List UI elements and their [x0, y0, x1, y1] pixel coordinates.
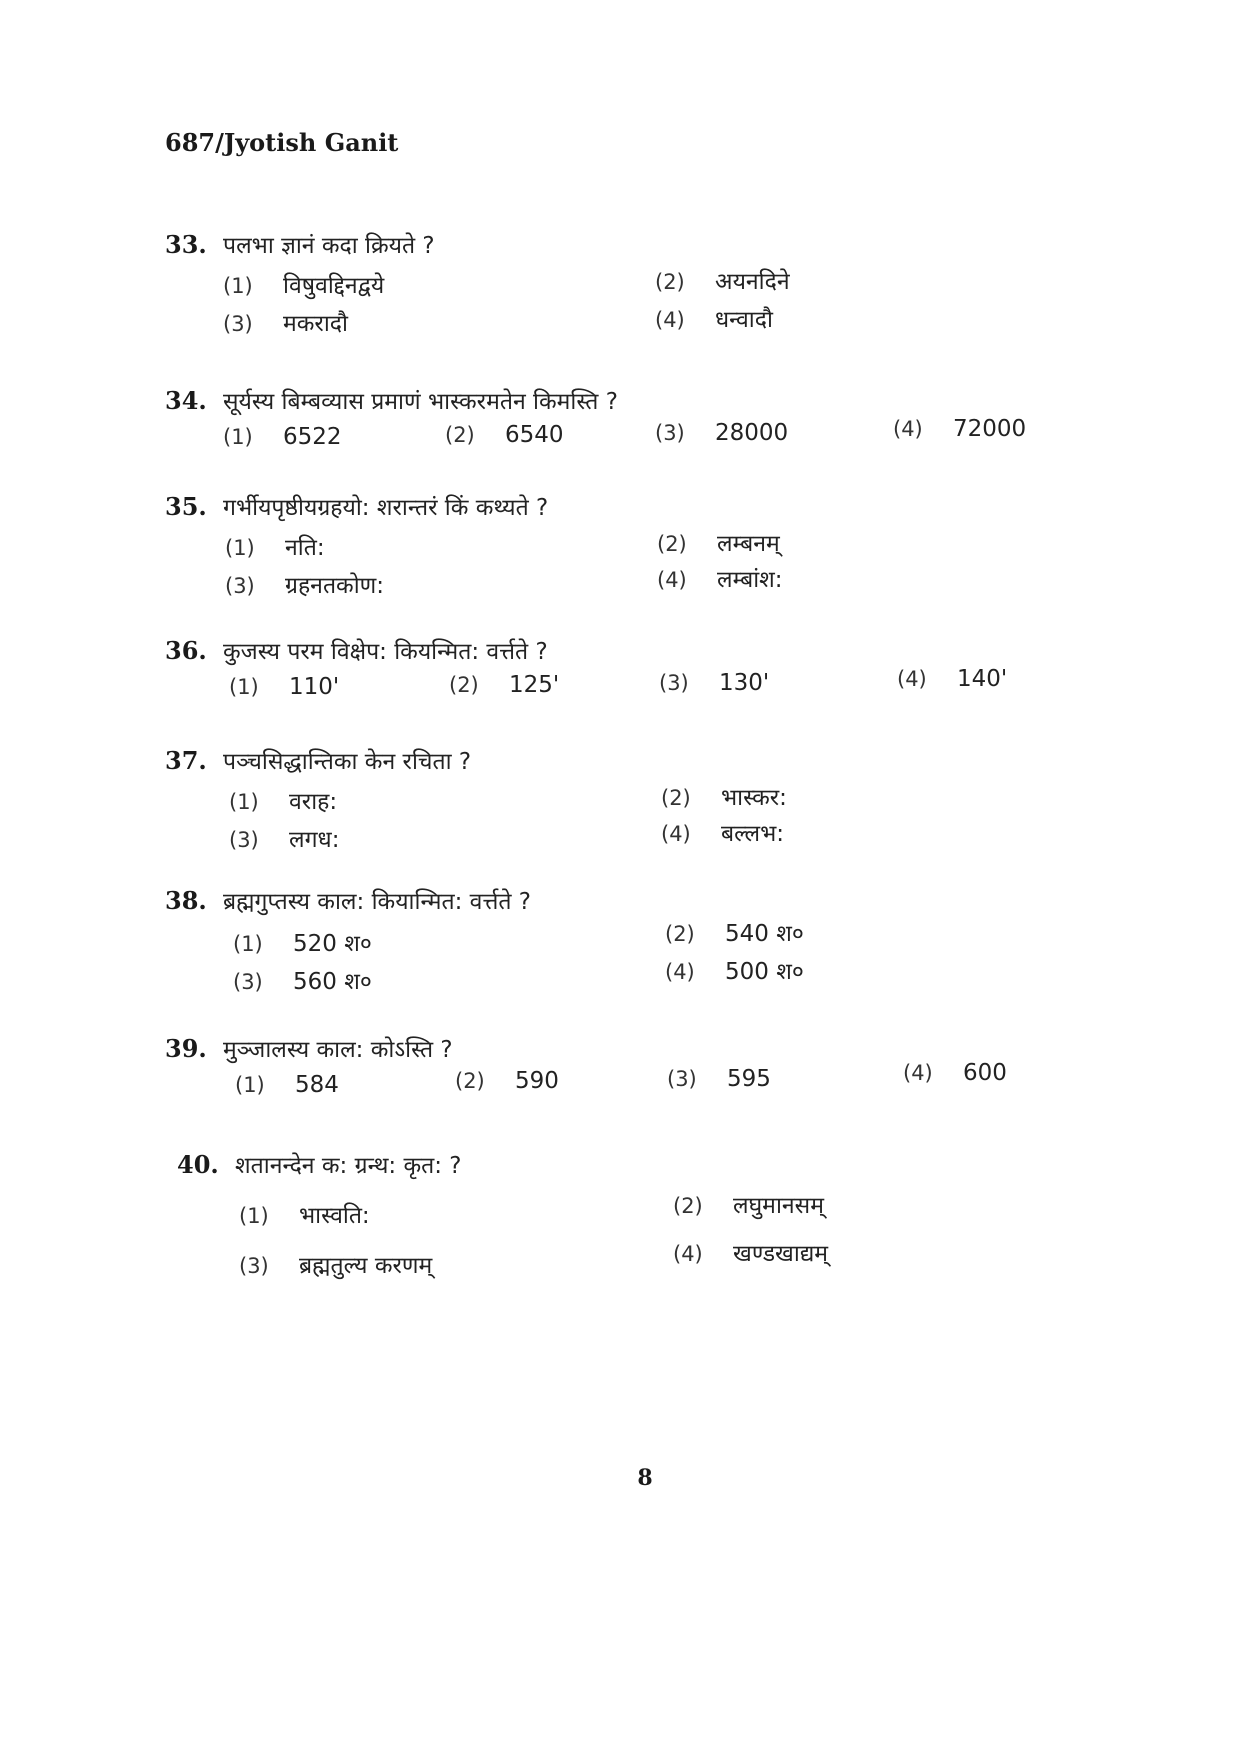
option-number: (4) [673, 1242, 703, 1266]
option-value: खण्डखाद्यम् [733, 1241, 829, 1267]
option-1 [229, 784, 337, 816]
option-3 [655, 420, 788, 446]
option-value: विषुवद्दिनद्वये [283, 273, 385, 299]
option-number: (1) [235, 1073, 265, 1097]
page-header-title: 687/Jyotish Ganit [165, 128, 399, 157]
question-number: 40. [177, 1150, 219, 1179]
option-number: (1) [229, 790, 259, 814]
option-value: वराह: [289, 789, 338, 815]
option-value: लघुमानसम् [733, 1193, 824, 1219]
option-number: (1) [225, 536, 255, 560]
question-line [165, 744, 1065, 780]
option-number: (3) [659, 671, 689, 695]
option-value: 110' [289, 674, 340, 700]
option-number: (2) [673, 1194, 703, 1218]
option-number: (4) [893, 417, 923, 441]
page-number: 8 [637, 1465, 653, 1491]
question-number: 34. [165, 386, 207, 415]
option-4 [657, 562, 783, 594]
option-number: (3) [229, 828, 259, 852]
option-3 [229, 822, 339, 854]
option-value: 600 [963, 1060, 1007, 1086]
option-1 [223, 424, 342, 450]
option-number: (4) [661, 822, 691, 846]
option-value: 595 [727, 1066, 771, 1092]
option-value: नति: [285, 535, 325, 561]
option-value: ब्रह्मतुल्य करणम् [299, 1253, 433, 1279]
option-value: 130' [719, 670, 770, 696]
option-value: 72000 [953, 416, 1027, 442]
option-number: (4) [657, 568, 687, 592]
option-value: 6522 [283, 424, 342, 450]
option-4 [673, 1236, 828, 1268]
option-value: धन्वादौ [715, 307, 773, 333]
question-text: कुजस्य परम विक्षेप: कियन्मित: वर्त्तते ? [223, 639, 548, 665]
option-number: (3) [655, 421, 685, 445]
question-34 [165, 384, 1065, 450]
option-value: 560 श० [293, 969, 372, 995]
option-2 [449, 672, 559, 698]
option-4 [661, 816, 784, 848]
question-text: ब्रह्मगुप्तस्य काल: कियान्मित: वर्त्तते ? [223, 889, 531, 915]
question-33 [165, 228, 1065, 337]
option-number: (1) [229, 675, 259, 699]
option-value: भास्कर: [721, 785, 787, 811]
option-number: (2) [449, 673, 479, 697]
option-3 [667, 1066, 771, 1092]
option-1 [229, 674, 339, 700]
question-number: 39. [165, 1034, 207, 1063]
question-40 [165, 1148, 1065, 1279]
option-number: (3) [223, 312, 253, 336]
option-3 [233, 964, 372, 996]
option-value: 125' [509, 672, 560, 698]
option-value: अयनदिने [715, 269, 790, 295]
option-value: लम्बांश: [717, 567, 783, 593]
option-number: (2) [657, 532, 687, 556]
option-value: 140' [957, 666, 1008, 692]
option-value: 540 श० [725, 921, 804, 947]
question-37 [165, 744, 1065, 853]
option-number: (1) [239, 1204, 269, 1228]
question-line [165, 384, 1065, 420]
question-line [165, 884, 1065, 920]
option-1 [225, 530, 325, 562]
option-value: 6540 [505, 422, 564, 448]
option-4 [893, 416, 1026, 442]
question-35 [165, 490, 1065, 599]
option-1 [235, 1072, 339, 1098]
option-2 [445, 422, 564, 448]
option-value: लगध: [289, 827, 340, 853]
option-3 [225, 568, 384, 600]
option-value: 28000 [715, 420, 789, 446]
option-3 [223, 306, 348, 338]
option-value: भास्वति: [299, 1203, 370, 1229]
option-2 [655, 264, 790, 296]
option-4 [665, 954, 804, 986]
question-text: मुञ्जालस्य काल: कोऽस्ति ? [223, 1037, 453, 1063]
question-text: शतानन्देन क: ग्रन्थ: कृत: ? [235, 1153, 462, 1179]
option-value: 584 [295, 1072, 339, 1098]
option-number: (3) [233, 970, 263, 994]
option-value: मकरादौ [283, 311, 348, 337]
question-number: 37. [165, 746, 207, 775]
option-2 [661, 780, 787, 812]
option-value: ग्रहनतकोण: [285, 573, 385, 599]
question-line [165, 228, 1065, 264]
question-text: पञ्चसिद्धान्तिका केन रचिता ? [223, 749, 472, 775]
option-4 [903, 1060, 1007, 1086]
option-4 [897, 666, 1007, 692]
option-1 [239, 1198, 370, 1230]
option-value: 590 [515, 1068, 559, 1094]
option-number: (3) [225, 574, 255, 598]
question-number: 33. [165, 230, 207, 259]
option-2 [657, 526, 780, 558]
option-number: (4) [903, 1061, 933, 1085]
option-number: (1) [233, 932, 263, 956]
option-number: (4) [655, 308, 685, 332]
option-number: (1) [223, 425, 253, 449]
option-3 [239, 1248, 432, 1280]
option-number: (1) [223, 274, 253, 298]
question-text: सूर्यस्य बिम्बव्यास प्रमाणं भास्करमतेन किमस्ति ? [223, 389, 618, 415]
option-2 [673, 1188, 824, 1220]
option-number: (2) [661, 786, 691, 810]
question-text: पलभा ज्ञानं कदा क्रियते ? [223, 233, 435, 259]
question-number: 35. [165, 492, 207, 521]
question-line [165, 490, 1065, 526]
option-number: (3) [239, 1254, 269, 1278]
question-number: 38. [165, 886, 207, 915]
question-number: 36. [165, 636, 207, 665]
option-value: 520 श० [293, 931, 372, 957]
option-1 [223, 268, 384, 300]
question-line [165, 1148, 1065, 1184]
option-number: (2) [665, 922, 695, 946]
option-number: (4) [897, 667, 927, 691]
option-3 [659, 670, 769, 696]
option-value: लम्बनम् [717, 531, 780, 557]
option-2 [665, 916, 804, 948]
question-text: गर्भीयपृष्ठीयग्रहयो: शरान्तरं किं कथ्यते ? [223, 495, 549, 521]
option-value: 500 श० [725, 959, 804, 985]
question-39 [165, 1032, 1065, 1098]
option-2 [455, 1068, 559, 1094]
option-number: (3) [667, 1067, 697, 1091]
question-36 [165, 634, 1065, 700]
option-number: (2) [655, 270, 685, 294]
option-number: (2) [445, 423, 475, 447]
question-38 [165, 884, 1065, 995]
option-value: बल्लभ: [721, 821, 785, 847]
option-4 [655, 302, 773, 334]
option-1 [233, 926, 372, 958]
option-number: (4) [665, 960, 695, 984]
question-line [165, 634, 1065, 670]
option-number: (2) [455, 1069, 485, 1093]
